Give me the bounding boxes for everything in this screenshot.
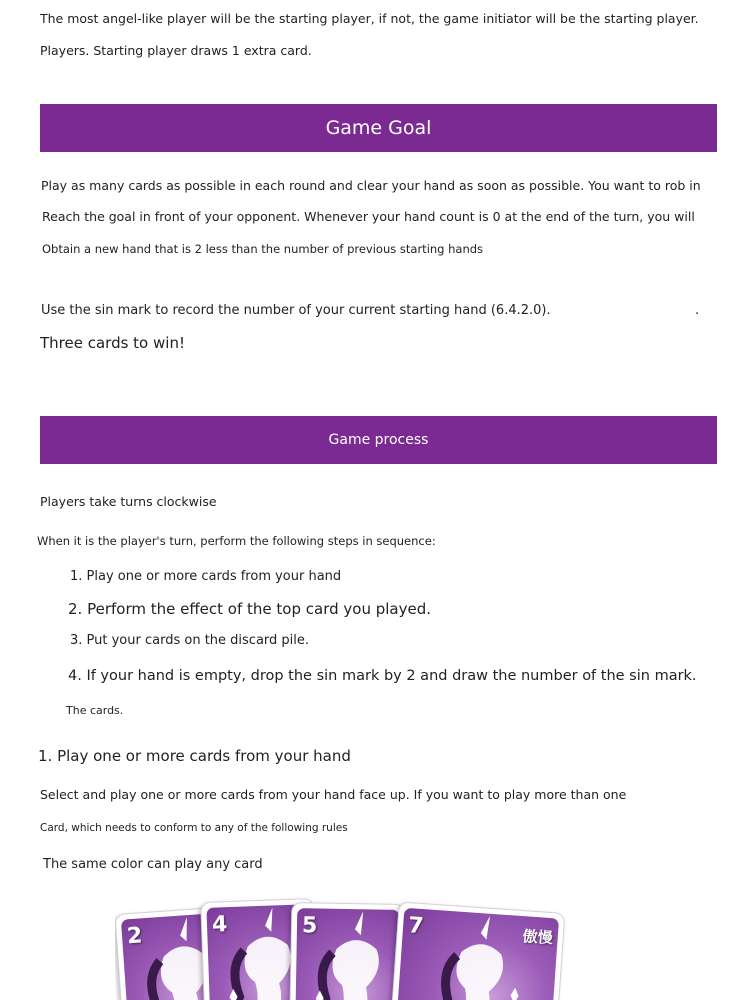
- goal-paragraph-4: Use the sin mark to record the number of your current starting hand (6.4.2.0).: [41, 303, 551, 318]
- goal-paragraph-5: Three cards to win!: [40, 334, 185, 352]
- process-paragraph-2: When it is the player's turn, perform the following steps in sequence:: [37, 534, 436, 548]
- goal-paragraph-4-tail: .: [695, 303, 700, 318]
- game-process-banner: [40, 416, 717, 464]
- card-number: 2: [126, 923, 144, 950]
- card-number: 7: [407, 913, 425, 940]
- game-process-heading: Game process: [328, 432, 429, 448]
- process-step-1: 1. Play one or more cards from your hand: [70, 569, 342, 584]
- intro-line-1: The most angel-like player will be the starting player, if not, the game initiator will be the starting player.: [40, 11, 699, 26]
- process-paragraph-1: Players take turns clockwise: [40, 494, 217, 509]
- play-heading: 1. Play one or more cards from your hand: [38, 747, 351, 765]
- play-paragraph-2: Card, which needs to conform to any of the following rules: [40, 822, 348, 834]
- card-5: [289, 902, 406, 1000]
- card-number: 4: [211, 912, 228, 938]
- process-step-3: 3. Put your cards on the discard pile.: [70, 633, 310, 648]
- play-paragraph-3: The same color can play any card: [43, 857, 263, 872]
- process-step-4: 4. If your hand is empty, drop the sin mark by 2 and draw the number of the sin mark.: [68, 668, 697, 684]
- card-number: 5: [301, 913, 318, 939]
- game-goal-banner: [40, 104, 717, 152]
- goal-paragraph-2: Reach the goal in front of your opponent. Whenever your hand count is 0 at the end of the turn, you will: [42, 209, 695, 224]
- game-goal-heading: Game Goal: [325, 117, 432, 139]
- card-7: [388, 901, 566, 1000]
- goal-paragraph-1: Play as many cards as possible in each round and clear your hand as soon as possible. You want to rob in: [41, 178, 701, 193]
- card-fan-illustration: [115, 895, 575, 1000]
- intro-line-2: Players. Starting player draws 1 extra card.: [40, 43, 312, 58]
- goal-paragraph-3: Obtain a new hand that is 2 less than the number of previous starting hands: [42, 242, 484, 256]
- play-paragraph-1: Select and play one or more cards from your hand face up. If you want to play more than one: [40, 787, 627, 802]
- card-title: 傲慢: [522, 927, 554, 948]
- process-step-2: 2. Perform the effect of the top card you played.: [68, 600, 431, 618]
- process-steps-tail: The cards.: [66, 704, 124, 717]
